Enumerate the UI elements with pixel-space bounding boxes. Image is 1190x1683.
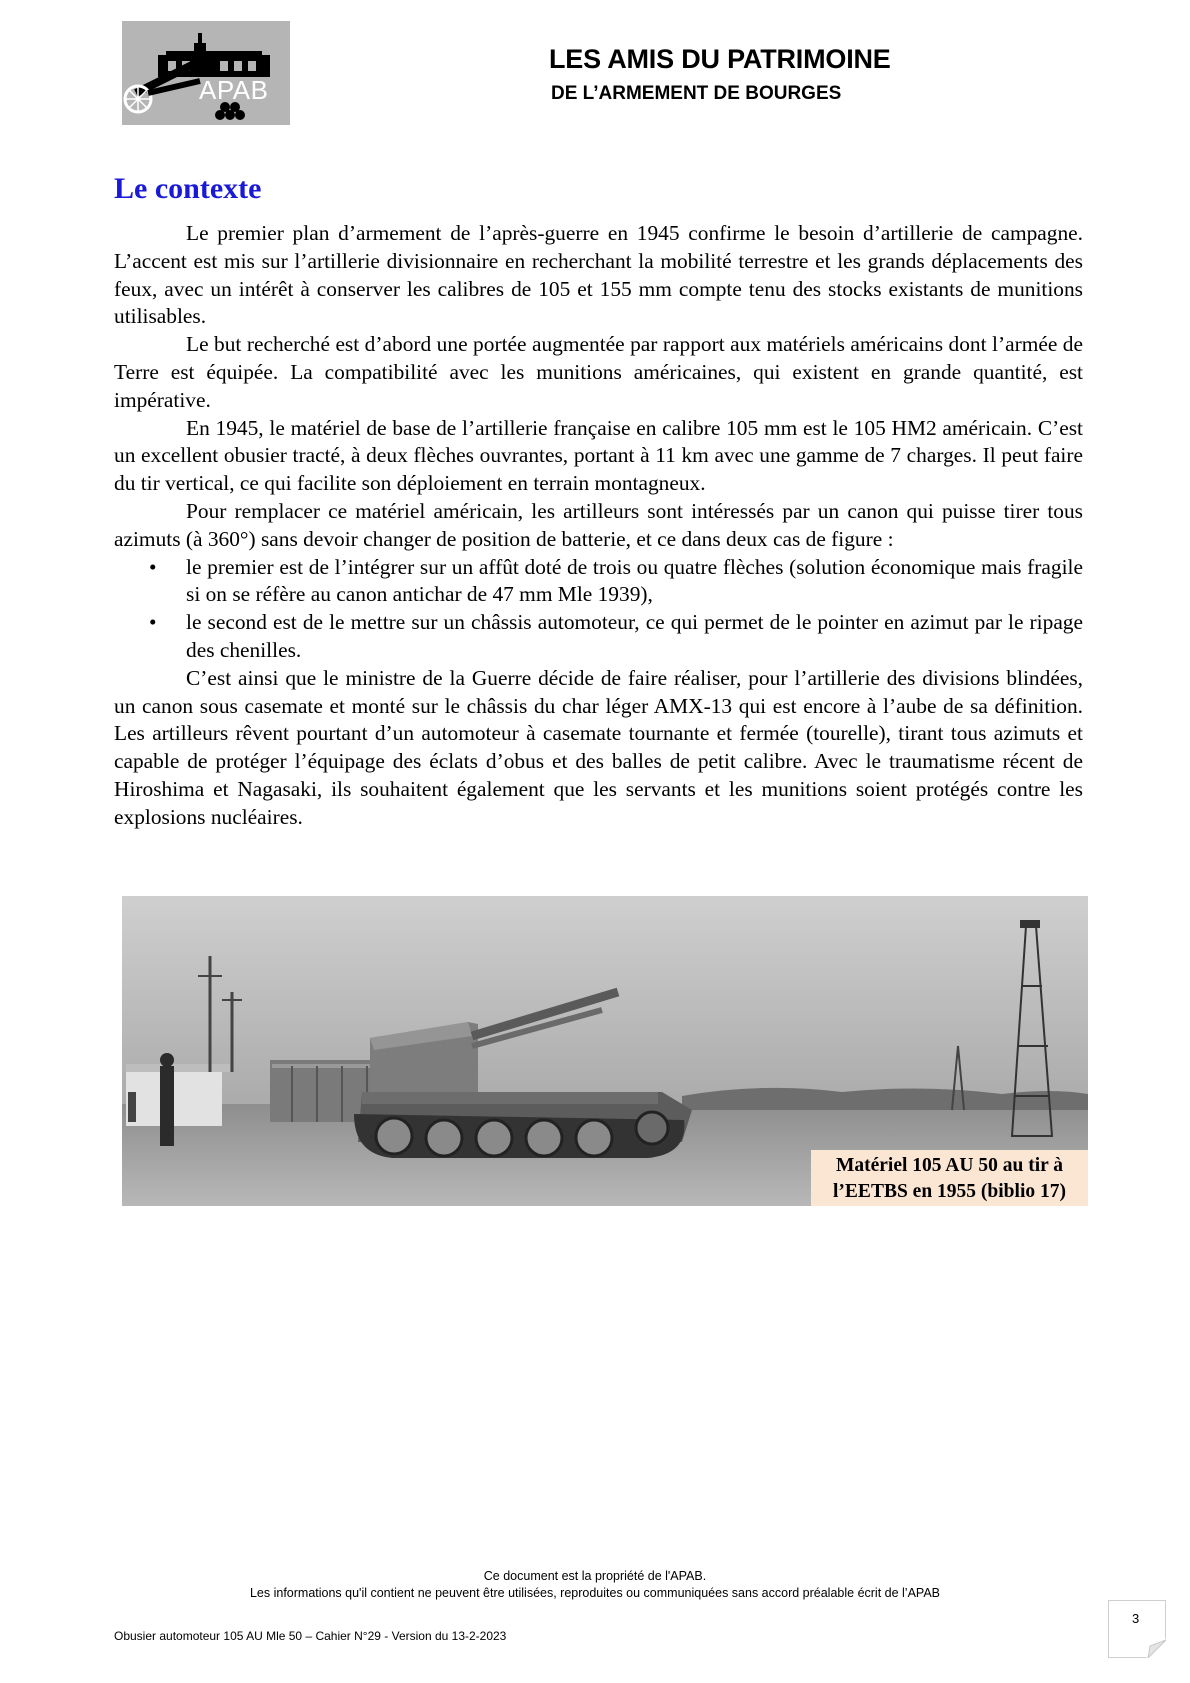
- paragraph: En 1945, le matériel de base de l’artillerie française en calibre 105 mm est le 105 HM2 américain. C’est un excellent obusier tracté, à deux flèches ouvrantes, portant à 11 km avec une gamme de 7 charges. Il peut faire du tir vertical, ce qui facilite son déploiement en terrain montagneux.: [114, 415, 1083, 496]
- cannon-logo-icon: [122, 21, 290, 125]
- header-title: LES AMIS DU PATRIMOINE: [549, 44, 891, 74]
- caption-line: Matériel 105 AU 50 au tir à: [835, 1155, 1064, 1176]
- page-curl-icon: [1146, 1638, 1166, 1658]
- list-item-text: le second est de le mettre sur un châssis automoteur, ce qui permet de le pointer en azimut par le ripage des chenilles.: [186, 610, 1083, 662]
- paragraph: Le but recherché est d’abord une portée augmentée par rapport aux matériels américains dont l’armée de Terre est équipée. La compatibilité avec les munitions américaines, qui existent en grande quantité, est impérative.: [114, 332, 1083, 412]
- notice-line: Ce document est la propriété de l'APAB.: [483, 1569, 707, 1583]
- list-item-text: le premier est de l’intégrer sur un affût doté de trois ou quatre flèches (solution économique mais fragile si on se réfère au canon antichar de 47 mm Mle 1939),: [186, 554, 1083, 607]
- page-number-box: [1108, 1600, 1166, 1658]
- bullet-icon: •: [149, 554, 157, 579]
- section-heading: Le contexte: [114, 172, 262, 205]
- paragraph: Le premier plan d’armement de l’après-guerre en 1945 confirme le besoin d’artillerie de campagne. L’accent est mis sur l’artillerie divisionnaire en recherchant la mobilité terrestre et les grands déplacements des feux, avec un intérêt à conserver les calibres de 105 et 155 mm compte tenu des stocks existants de munitions utilisables.: [114, 221, 1083, 329]
- copyright-notice: [0, 1568, 1190, 1602]
- caption-line: l’EETBS en 1955 (biblio 17): [833, 1181, 1066, 1202]
- document-reference: Obusier automoteur 105 AU Mle 50 – Cahier N°29 - Version du 13-2-2023: [114, 1629, 507, 1643]
- logo-text: APAB: [199, 75, 269, 105]
- paragraph: C’est ainsi que le ministre de la Guerre décide de faire réaliser, pour l’artillerie des divisions blindées, un canon sous casemate et monté sur le châssis du char léger AMX-13 qui est encore à l’aube de sa définition. Les artilleurs rêvent pourtant d’un automoteur à casemate tournante et fermée (tourelle), tirant tous azimuts et capable de protéger l’équipage des éclats d’obus et des balles de petit calibre. Avec le traumatisme récent de Hiroshima et Nagasaki, ils souhaitent également que les servants et les munitions soient protégés contre les explosions nucléaires.: [114, 665, 1083, 829]
- photo-caption: [811, 1150, 1088, 1206]
- list-item: [114, 554, 1083, 610]
- bullet-list: [114, 554, 1083, 665]
- header-subtitle: DE L’ARMEMENT DE BOURGES: [551, 83, 842, 104]
- bullet-icon: •: [149, 610, 157, 635]
- notice-line: Les informations qu'il contient ne peuvent être utilisées, reproduites ou communiquées sans accord préalable écrit de l’APAB: [249, 1586, 941, 1600]
- list-item: [114, 609, 1083, 665]
- paragraph: Pour remplacer ce matériel américain, les artilleurs sont intéressés par un canon qui puisse tirer tous azimuts (à 360°) sans devoir changer de position de batterie, et ce dans deux cas de figure :: [114, 498, 1083, 551]
- body-text: [114, 220, 1083, 832]
- apab-logo: [122, 21, 290, 125]
- page-number: 3: [1132, 1611, 1140, 1626]
